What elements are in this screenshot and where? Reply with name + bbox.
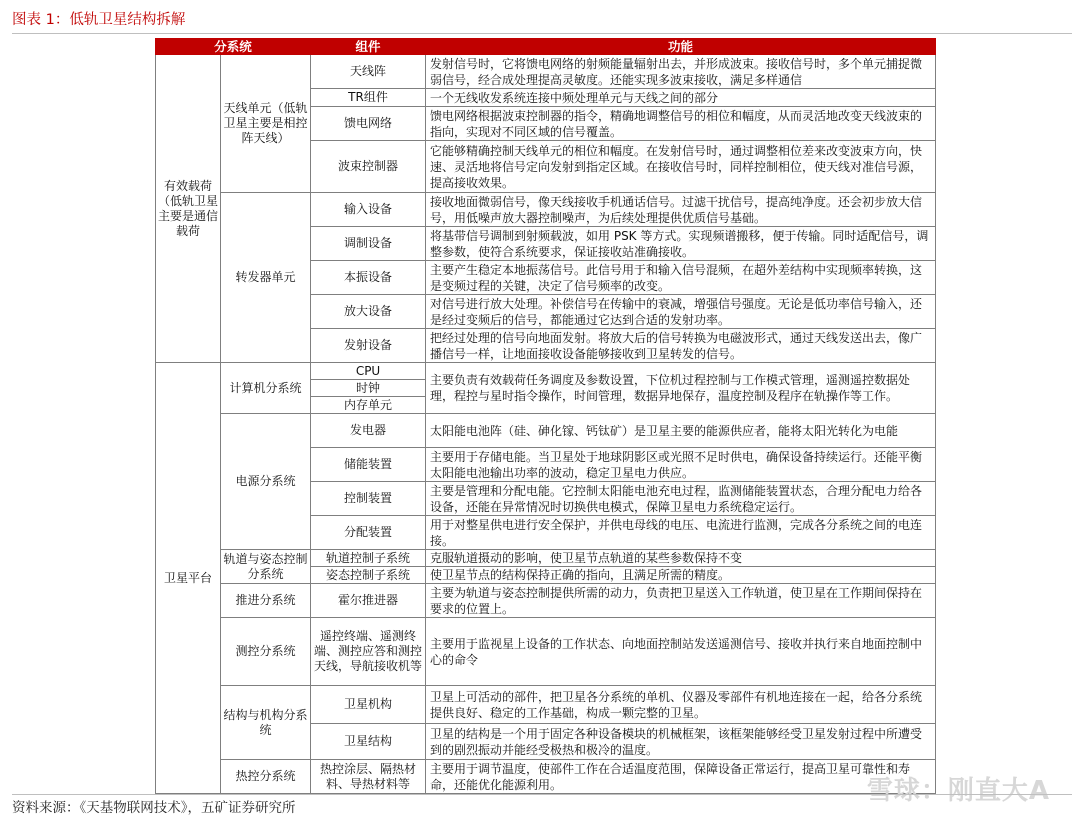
function-cell: 主要用于调节温度，使部件工作在合适温度范围，保障设备正常运行，提高卫星可靠性和寿命，还能优化能源利用。 xyxy=(426,760,936,794)
function-cell: 克服轨道摄动的影响，使卫星节点轨道的某些参数保持不变 xyxy=(426,550,936,567)
component-cell: 天线阵 xyxy=(311,55,426,89)
subsystem-structure-mechanism: 结构与机构分系统 xyxy=(221,686,311,760)
watermark: 雪球：刚直大A xyxy=(866,776,1050,806)
component-cell: 输入设备 xyxy=(311,193,426,227)
header-subsystem: 分系统 xyxy=(156,39,311,55)
component-cell: 轨道控制子系统 xyxy=(311,550,426,567)
component-cell: 调制设备 xyxy=(311,227,426,261)
function-cell: 卫星的结构是一个用于固定各种设备模块的机械框架，该框架能够经受卫星发射过程中所遭受到的剧烈振动并能经受极热和极冷的温度。 xyxy=(426,724,936,760)
satellite-structure-table xyxy=(155,38,936,794)
header-function: 功能 xyxy=(426,39,936,55)
function-cell: 主要用于监视星上设备的工作状态、向地面控制站发送遥测信号、接收并执行来自地面控制中心的命令 xyxy=(426,618,936,686)
subsystem-ttc: 测控分系统 xyxy=(221,618,311,686)
function-cell: 主要用于存储电能。当卫星处于地球阴影区或光照不足时供电，确保设备持续运行。还能平衡太阳能电池输出功率的波动，稳定卫星电力供应。 xyxy=(426,448,936,482)
component-cell: 本振设备 xyxy=(311,261,426,295)
subsystem-propulsion: 推进分系统 xyxy=(221,584,311,618)
group-payload: 有效载荷（低轨卫星主要是通信载荷 xyxy=(156,55,221,363)
function-cell: 使卫星节点的结构保持正确的指向，且满足所需的精度。 xyxy=(426,567,936,584)
group-satellite-platform: 卫星平台 xyxy=(156,363,221,794)
component-cell: 姿态控制子系统 xyxy=(311,567,426,584)
component-cell: TR组件 xyxy=(311,89,426,107)
component-cell: 热控涂层、隔热材料、导热材料等 xyxy=(311,760,426,794)
function-cell: 将基带信号调制到射频载波，如用 PSK 等方式。实现频谱搬移，便于传输。同时适配信号，调整参数，使符合系统要求，保证接收站准确接收。 xyxy=(426,227,936,261)
header-component: 组件 xyxy=(311,39,426,55)
component-cell: 馈电网络 xyxy=(311,107,426,141)
function-cell: 馈电网络根据波束控制器的指令，精确地调整信号的相位和幅度，从而灵活地改变天线波束的指向，实现对不同区域的信号覆盖。 xyxy=(426,107,936,141)
component-cell: 卫星结构 xyxy=(311,724,426,760)
function-cell: 用于对整星供电进行安全保护，并供电母线的电压、电流进行监测，完成各分系统之间的电连接。 xyxy=(426,516,936,550)
component-cell: 放大设备 xyxy=(311,295,426,329)
subsystem-orbit-attitude: 轨道与姿态控制分系统 xyxy=(221,550,311,584)
component-cell: 波束控制器 xyxy=(311,141,426,193)
function-cell: 它能够精确控制天线单元的相位和幅度。在发射信号时，通过调整相位差来改变波束方向，快速、灵活地将信号定向发射到指定区域。在接收信号时，同样控制相位，使天线对准信号源，提高接收效果。 xyxy=(426,141,936,193)
function-cell: 一个无线收发系统连接中频处理单元与天线之间的部分 xyxy=(426,89,936,107)
function-cell: 卫星上可活动的部件，把卫星各分系统的单机、仪器及零部件有机地连接在一起，给各分系统提供良好、稳定的工作基础，构成一颗完整的卫星。 xyxy=(426,686,936,724)
function-cell: 主要是管理和分配电能。它控制太阳能电池充电过程，监测储能装置状态，合理分配电力给各设备，还能在异常情况时切换供电模式，保障卫星电力系统稳定运行。 xyxy=(426,482,936,516)
component-cell: 霍尔推进器 xyxy=(311,584,426,618)
subsystem-computer: 计算机分系统 xyxy=(221,363,311,414)
component-cell: 分配装置 xyxy=(311,516,426,550)
component-cell: 遥控终端、遥测终端、测控应答和测控天线，导航接收机等 xyxy=(311,618,426,686)
function-cell: 把经过处理的信号向地面发射。将放大后的信号转换为电磁波形式，通过天线发送出去，像广播信号一样，让地面接收设备能够接收到卫星转发的信号。 xyxy=(426,329,936,363)
function-cell: 发射信号时，它将馈电网络的射频能量辐射出去，并形成波束。接收信号时，多个单元捕捉微弱信号，经合成处理提高灵敏度。还能实现多波束接收，满足多样通信 xyxy=(426,55,936,89)
component-cell: 控制装置 xyxy=(311,482,426,516)
figure-title: 图表 1：低轨卫星结构拆解 xyxy=(12,8,1072,34)
component-cell: 卫星机构 xyxy=(311,686,426,724)
subsystem-antenna-unit: 天线单元（低轨卫星主要是相控阵天线） xyxy=(221,55,311,193)
component-cell: 发电器 xyxy=(311,414,426,448)
source-footer: 资料来源：《天基物联网技术》，五矿证券研究所 xyxy=(12,794,1072,822)
component-cell: 发射设备 xyxy=(311,329,426,363)
subsystem-transponder-unit: 转发器单元 xyxy=(221,193,311,363)
component-cell: 储能装置 xyxy=(311,448,426,482)
function-cell: 对信号进行放大处理。补偿信号在传输中的衰减，增强信号强度。无论是低功率信号输入，还是经过变频后的信号，都能通过它达到合适的发射功率。 xyxy=(426,295,936,329)
subsystem-thermal: 热控分系统 xyxy=(221,760,311,794)
component-cell: CPU xyxy=(311,363,426,380)
subsystem-power: 电源分系统 xyxy=(221,414,311,550)
function-cell: 接收地面微弱信号，像天线接收手机通话信号。过滤干扰信号，提高纯净度。还会初步放大信号，用低噪声放大器控制噪声，为后续处理提供优质信号基础。 xyxy=(426,193,936,227)
function-cell: 主要产生稳定本地振荡信号。此信号用于和输入信号混频，在超外差结构中实现频率转换，这是变频过程的关键，决定了信号频率的改变。 xyxy=(426,261,936,295)
function-cell: 主要负责有效载荷任务调度及参数设置，下位机过程控制与工作模式管理，遥测遥控数据处理，程控与星时指令操作，时间管理，数据异地保存，温度控制及程序在轨操作等工作。 xyxy=(426,363,936,414)
component-cell: 内存单元 xyxy=(311,397,426,414)
function-cell: 主要为轨道与姿态控制提供所需的动力，负责把卫星送入工作轨道，使卫星在工作期间保持在要求的位置上。 xyxy=(426,584,936,618)
function-cell: 太阳能电池阵（硅、砷化镓、钙钛矿）是卫星主要的能源供应者，能将太阳光转化为电能 xyxy=(426,414,936,448)
component-cell: 时钟 xyxy=(311,380,426,397)
